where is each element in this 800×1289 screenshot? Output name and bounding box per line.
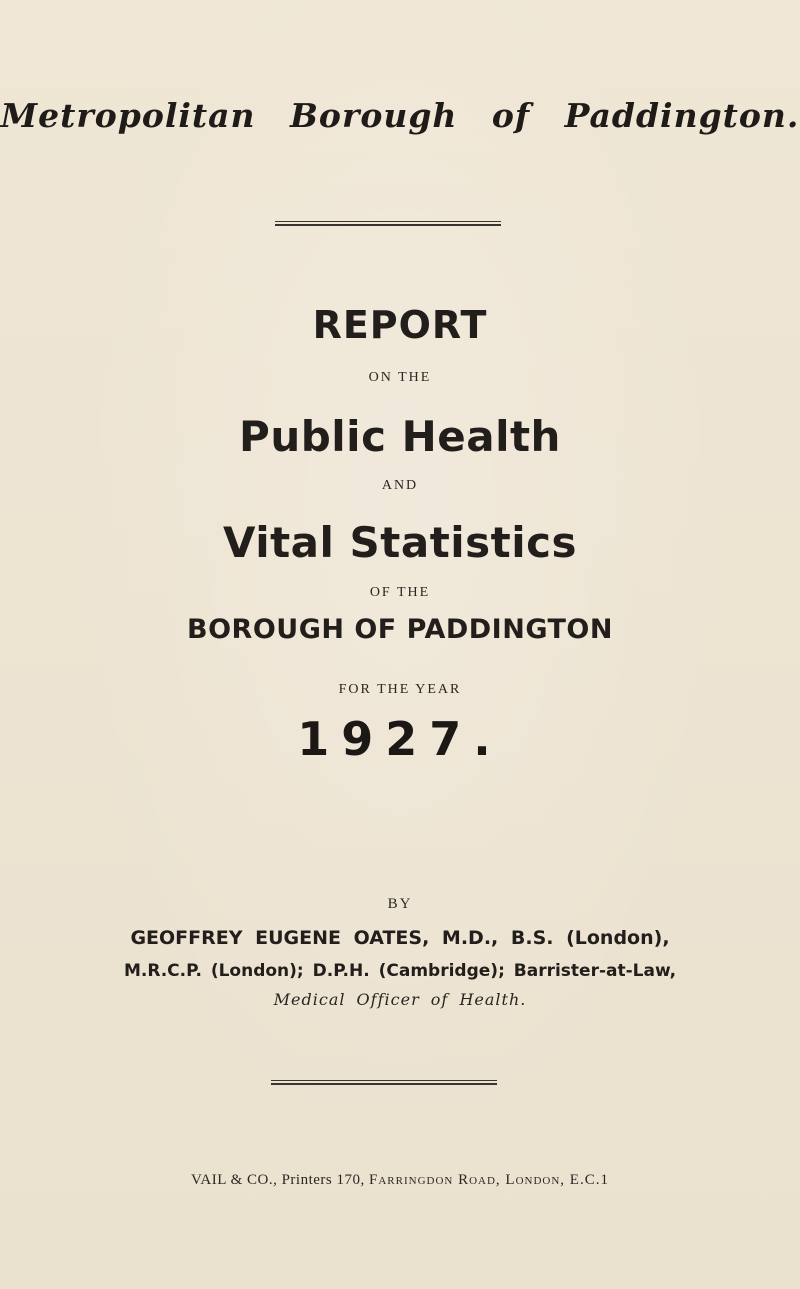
borough-name: BOROUGH OF PADDINGTON xyxy=(187,614,613,645)
author-position-line: Medical Officer of Health. xyxy=(273,990,527,1009)
bottom-double-rule xyxy=(271,1080,497,1085)
printer-address: Farringdon Road, London, E.C.1 xyxy=(369,1172,609,1188)
borough-heading: Metropolitan Borough of Paddington. xyxy=(0,96,800,135)
on-the-label: ON THE xyxy=(368,370,432,385)
author-name-line: GEOFFREY EUGENE OATES, M.D., B.S. (London), xyxy=(130,927,670,949)
by-label: BY xyxy=(387,896,413,912)
of-the-label: OF THE xyxy=(369,585,431,600)
printer-imprint xyxy=(0,1172,800,1189)
report-year: 1927. xyxy=(297,712,503,766)
top-double-rule xyxy=(275,221,501,226)
author-qualifications-line: M.R.C.P. (London); D.P.H. (Cambridge); Barrister-at-Law, xyxy=(123,961,677,981)
report-title: REPORT xyxy=(312,303,488,347)
for-the-year-label: FOR THE YEAR xyxy=(338,682,462,697)
printer-name: VAIL & CO., Printers 170, xyxy=(191,1172,365,1188)
public-health-title: Public Health xyxy=(239,412,561,461)
vital-statistics-title: Vital Statistics xyxy=(222,518,578,567)
and-label: AND xyxy=(381,478,419,493)
